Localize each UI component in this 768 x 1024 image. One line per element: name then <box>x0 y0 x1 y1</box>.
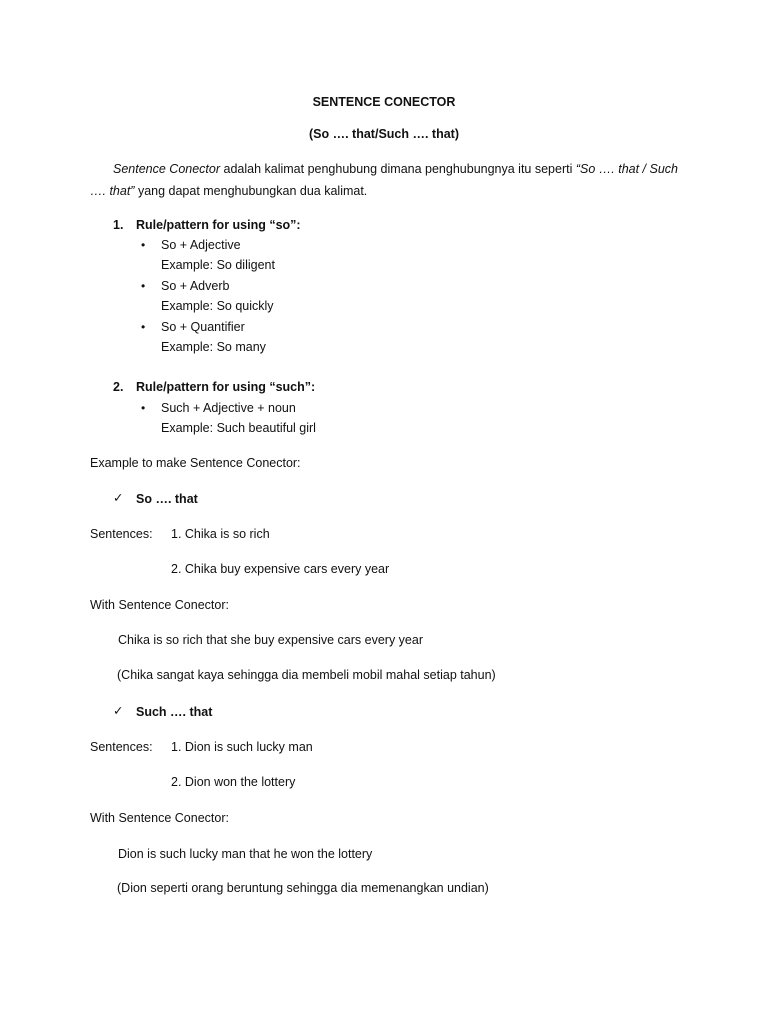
intro-text-2: yang dapat menghubungkan dua kalimat. <box>134 184 368 198</box>
intro-quote: “So …. that / Such …. that” <box>90 162 678 198</box>
example-label: Such …. that <box>136 705 213 719</box>
example-label: So …. that <box>136 492 198 506</box>
document-title: SENTENCE CONECTOR <box>312 95 456 109</box>
bullet-icon: • <box>141 401 146 415</box>
check-icon: ✓ <box>113 491 124 505</box>
combined-sentence: Chika is so rich that she buy expensive cars every year <box>118 633 423 647</box>
bullet-icon: • <box>141 238 146 252</box>
sentences-label: Sentences: <box>90 527 153 541</box>
sentence-1: 1. Dion is such lucky man <box>171 740 313 754</box>
sentence-1: 1. Chika is so rich <box>171 527 270 541</box>
document-subtitle: (So …. that/Such …. that) <box>309 127 459 141</box>
with-connector-label: With Sentence Conector: <box>90 598 229 612</box>
with-connector-label: With Sentence Conector: <box>90 811 229 825</box>
rule1-pattern: So + Quantifier <box>161 320 245 334</box>
rule1-example: Example: So many <box>161 340 266 354</box>
combined-sentence: Dion is such lucky man that he won the lottery <box>118 847 373 861</box>
sentence-2: 2. Chika buy expensive cars every year <box>171 562 390 576</box>
rule2-pattern: Such + Adjective + noun <box>161 401 296 415</box>
rule1-example: Example: So quickly <box>161 299 274 313</box>
rule1-pattern: So + Adjective <box>161 238 241 252</box>
translation: (Chika sangat kaya sehingga dia membeli mobil mahal setiap tahun) <box>117 668 496 682</box>
rule1-pattern: So + Adverb <box>161 279 230 293</box>
rule2-number: 2. <box>113 380 124 394</box>
translation: (Dion seperti orang beruntung sehingga dia memenangkan undian) <box>117 881 489 895</box>
rule1-number: 1. <box>113 218 124 232</box>
example-heading: Example to make Sentence Conector: <box>90 456 301 470</box>
intro-text-1: adalah kalimat penghubung dimana penghubungnya itu seperti <box>220 162 576 176</box>
rule2-heading: Rule/pattern for using “such”: <box>136 380 316 394</box>
rule2-example: Example: Such beautiful girl <box>161 421 316 435</box>
sentences-label: Sentences: <box>90 740 153 754</box>
bullet-icon: • <box>141 279 146 293</box>
rule1-example: Example: So diligent <box>161 258 275 272</box>
intro-term: Sentence Conector <box>113 162 221 176</box>
bullet-icon: • <box>141 320 146 334</box>
intro-paragraph <box>90 158 678 202</box>
sentence-2: 2. Dion won the lottery <box>171 775 296 789</box>
rule1-heading: Rule/pattern for using “so”: <box>136 218 301 232</box>
check-icon: ✓ <box>113 704 124 718</box>
